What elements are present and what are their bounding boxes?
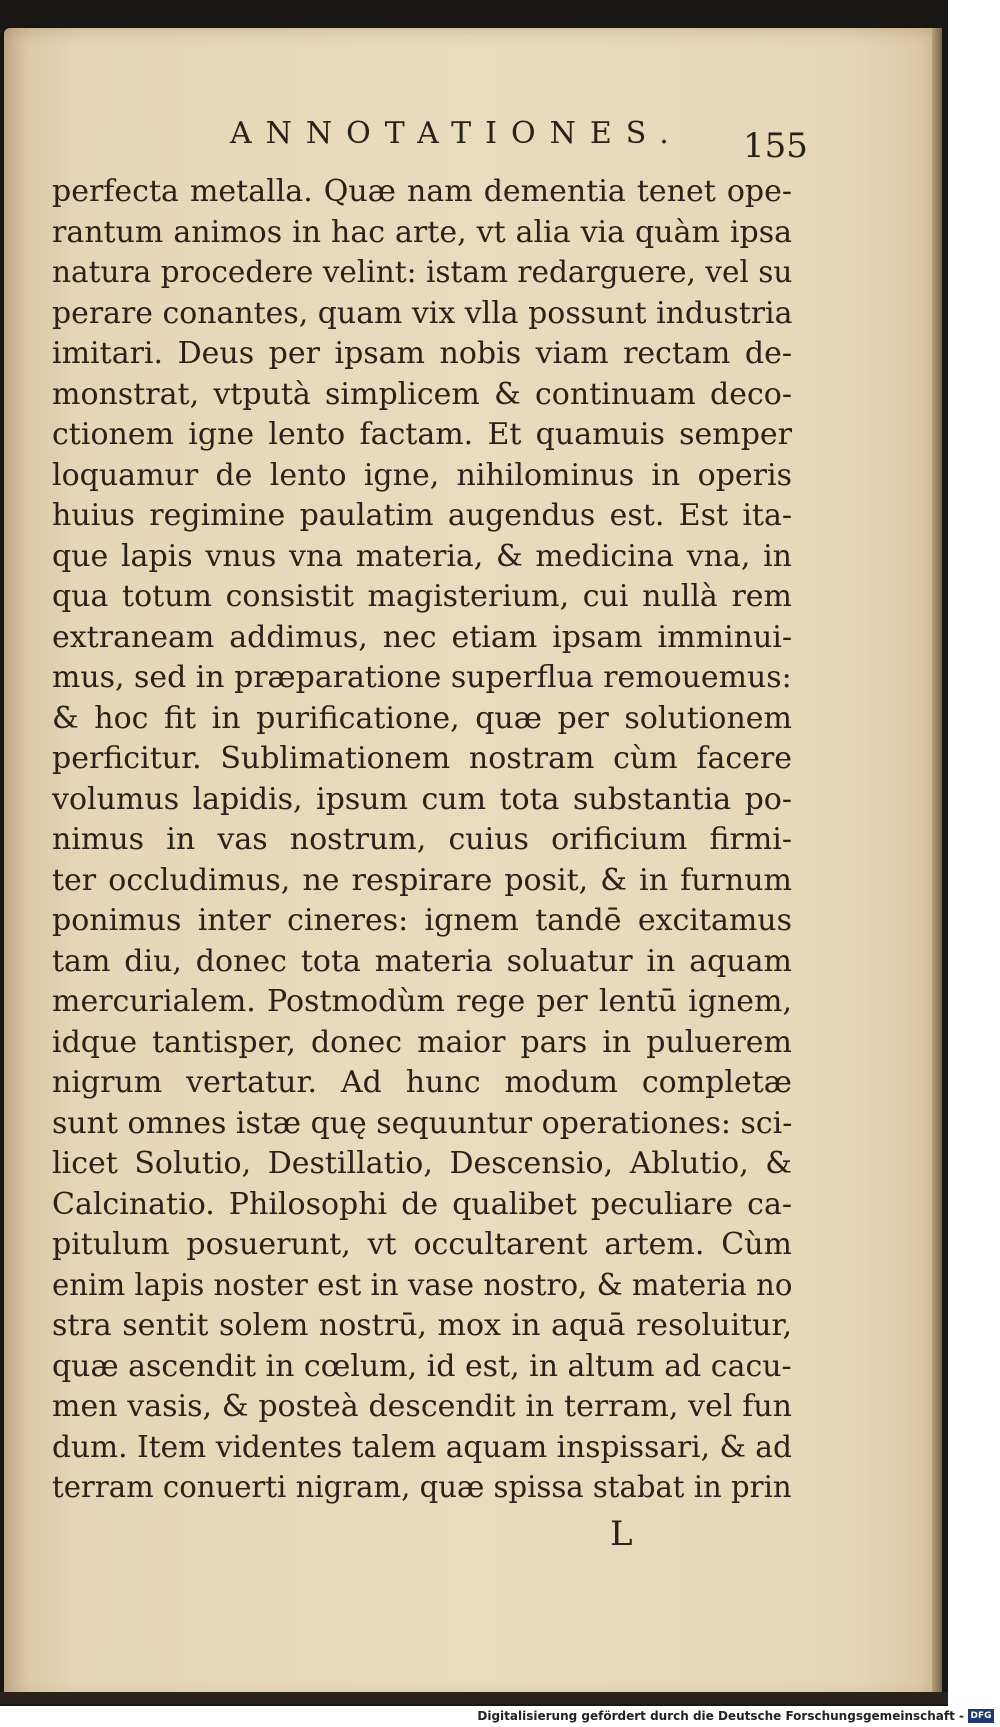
text-line: men vasis, & posteà descendit in terram, vel fun (52, 1389, 792, 1424)
text-line: extraneam addimus, nec etiam ipsam imminui- (52, 619, 792, 655)
text-line: nimus in vas nostrum, cuius orificium firmi- (52, 822, 792, 857)
text-line: Calcinatio. Philosophi de qualibet peculiare ca- (52, 1186, 792, 1222)
catchword: L (610, 1514, 633, 1554)
page-number: 155 (743, 126, 808, 166)
dfg-logo-icon: DFG (968, 1709, 994, 1723)
text-line: terram conuerti nigram, quæ spissa stabat in prin (52, 1470, 792, 1505)
text-line: enim lapis noster est in vase nostro, & materia no (52, 1267, 793, 1303)
text-line: huius regimine paulatim augendus est. Est ita- (52, 498, 792, 533)
text-line: mus, sed in præparatione superflua remouemus: (52, 660, 792, 695)
text-line: pitulum posuerunt, vt occultarent artem. Cùm (52, 1227, 792, 1262)
page-edge (932, 28, 942, 1700)
text-line: monstrat, vtputà simplicem & continuam deco- (52, 376, 792, 412)
text-line: qua totum consistit magisterium, cui nullà rem (52, 579, 792, 614)
text-line: sunt omnes istæ quę sequuntur operationes: sci- (52, 1105, 793, 1141)
text-line: perare conantes, quam vix vlla possunt industria (52, 295, 793, 331)
text-line: licet Solutio, Destillatio, Descensio, Ablutio, & (52, 1146, 792, 1181)
text-line: dum. Item videntes talem aquam inspissari, & ad (52, 1429, 792, 1465)
text-line: natura procedere velint: istam redarguere, vel su (52, 255, 793, 290)
text-line: que lapis vnus vna materia, & medicina vna, in (52, 538, 792, 574)
text-line: quæ ascendit in cœlum, id est, in altum ad cacu- (52, 1348, 792, 1384)
text-line: ter occludimus, ne respirare posit, & in furnum (52, 862, 792, 898)
text-line: perficitur. Sublimationem nostram cùm facere (52, 741, 792, 776)
running-title: ANNOTATIONES. (230, 116, 683, 151)
scan-bottom-band (0, 1692, 948, 1704)
text-line: ctionem igne lento factam. Et quamuis semper (52, 417, 792, 452)
text-line: loquamur de lento igne, nihilominus in operis (52, 457, 792, 493)
text-line: nigrum vertatur. Ad hunc modum completæ (52, 1065, 792, 1100)
text-line: perfecta metalla. Quæ nam dementia tenet ope- (52, 174, 792, 209)
text-line: stra sentit solem nostrū, mox in aquā resoluitur, (52, 1308, 792, 1343)
text-line: imitari. Deus per ipsam nobis viam rectam de- (52, 336, 792, 371)
text-line: ponimus inter cineres: ignem tandē excitamus (52, 903, 792, 938)
funding-credit: Digitalisierung gefördert durch die Deutsche Forschungsgemeinschaft - (477, 1709, 964, 1723)
text-line: tam diu, donec tota materia soluatur in aquam (52, 943, 792, 979)
body-text (52, 172, 792, 1509)
text-line: rantum animos in hac arte, vt alia via quàm ipsa (52, 214, 792, 250)
text-line: & hoc fit in purificatione, quæ per solutionem (52, 700, 792, 736)
text-line: volumus lapidis, ipsum cum tota substantia po- (52, 781, 792, 817)
text-line: mercurialem. Postmodùm rege per lentū ignem, (52, 984, 792, 1019)
text-line: idque tantisper, donec maior pars in puluerem (52, 1024, 792, 1060)
